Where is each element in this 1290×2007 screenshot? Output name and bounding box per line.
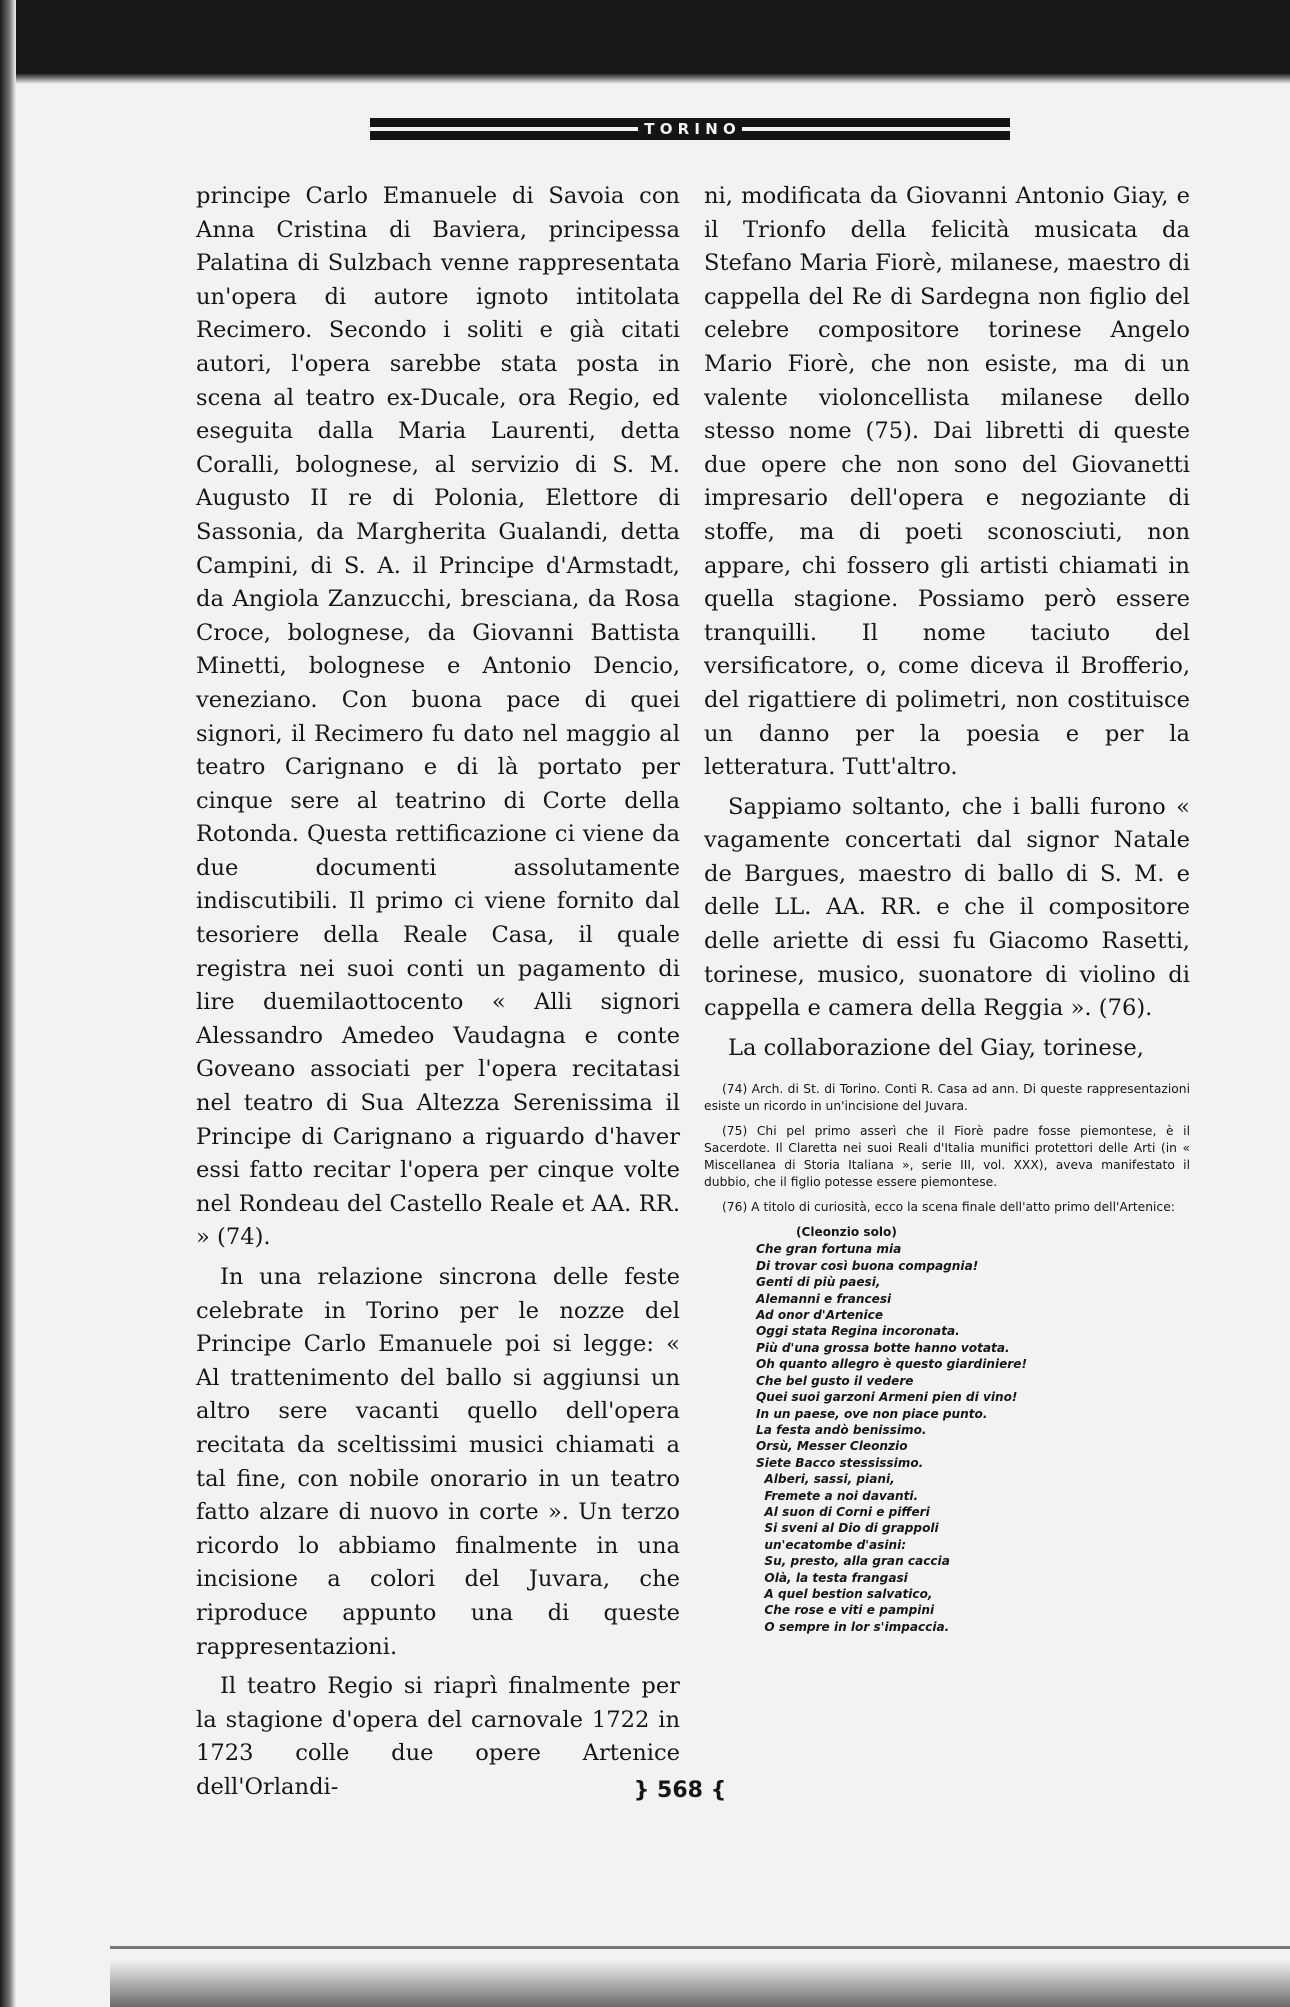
- scan-border-bottom: [110, 1960, 1290, 2007]
- right-column: [704, 180, 1190, 1635]
- verse-heading: (Cleonzio solo): [796, 1225, 897, 1240]
- scan-border-left: [0, 0, 16, 2007]
- scan-shadow-top: [0, 74, 1290, 84]
- footnote-74: (74) Arch. di St. di Torino. Conti R. Casa ad ann. Di queste rappresentazioni esiste un ricordo in un'incisione del Juvara.: [704, 1082, 1190, 1114]
- left-paragraph-3: Il teatro Regio si riaprì finalmente per la stagione d'opera del carnovale 1722 in 1723 colle due opere Artenice dell'Orlandi-: [196, 1673, 680, 1800]
- header-title: [370, 118, 1010, 140]
- scan-border-top: [0, 0, 1290, 74]
- left-paragraph-1: principe Carlo Emanuele di Savoia con Anna Cristina di Baviera, principessa Palatina di Sulzbach venne rappresentata un'opera di autore ignoto intitolata Recimero. Secondo i soliti e già citati autori, l'opera sarebbe stata posta in scena al teatro ex-Ducale, ora Regio, ed eseguita dalla Maria Laurenti, detta Coralli, bolognese, al servizio di S. M. Augusto II re di Polonia, Elettore di Sassonia, da Margherita Gualandi, detta Campini, di S. A. il Principe d'Armstadt, da Angiola Zanzucchi, bresciana, da Rosa Croce, bolognese, da Giovanni Battista Minetti, bolognese e Antonio Dencio, veneziano. Con buona pace di quei signori, il Recimero fu dato nel maggio al teatro Carignano e di là portato per cinque sere al teatrino di Corte della Rotonda. Questa rettificazione ci viene da due documenti assolutamente indiscutibili. Il primo ci viene fornito dal tesoriere della Reale Casa, il quale registra nei suoi conti un pagamento di lire duemilaottocento « Alli signori Alessandro Amedeo Vaudagna e conte Goveano associati per l'opera recitatasi nel teatro di Sua Altezza Serenissima il Principe di Carignano a riguardo d'haver essi fatto recitar l'opera per cinque volte nel Rondeau del Castello Reale et AA. RR. » (74).: [196, 183, 680, 1251]
- right-paragraph-1: ni, modificata da Giovanni Antonio Giay, e il Trionfo della felicità musicata da Stefano Maria Fiorè, milanese, maestro di cappella del Re di Sardegna non figlio del celebre compositore torinese Angelo Mario Fiorè, che non esiste, ma di un valente violoncellista milanese dello stesso nome (75). Dai libretti di queste due opere che non sono del Giovanetti impresario dell'opera e negoziante di stoffe, ma di poeti sconosciuti, non appare, chi fossero gli artisti chiamati in quella stagione. Possiamo però essere tranquilli. Il nome taciuto del versificatore, o, come diceva il Brofferio, del rigattiere di polimetri, non costituisce un danno per la poesia e per la letteratura. Tutt'altro.: [704, 183, 1190, 781]
- footnotes: [704, 1081, 1190, 1635]
- right-paragraph-3: La collaborazione del Giay, torinese,: [728, 1034, 1144, 1061]
- footnote-75: (75) Chi pel primo asserì che il Fiorè padre fosse piemontese, è il Sacerdote. Il Claretta nei suoi Reali d'Italia munifici protettori delle Arti (in « Miscellanea di Storia Italiana », serie III, vol. XXX), aveva manifestato il dubbio, che il figlio potesse essere piemontese.: [704, 1124, 1190, 1190]
- scan-rule-bottom: [110, 1946, 1290, 1949]
- running-header: [370, 118, 1010, 140]
- footnote-76: (76) A titolo di curiosità, ecco la scena finale dell'atto primo dell'Artenice:: [722, 1200, 1175, 1215]
- right-paragraph-2: Sappiamo soltanto, che i balli furono « vagamente concertati dal signor Natale de Bargues, maestro di ballo di S. M. e delle LL. AA. RR. e che il compositore delle ariette di essi fu Giacomo Rasetti, torinese, musico, suonatore di violino di cappella e camera della Reggia ». (76).: [704, 793, 1190, 1022]
- left-column: [196, 180, 680, 1805]
- page-number: } 568 {: [633, 1778, 727, 1803]
- verse-block: Che gran fortuna mia Di trovar così buona compagnia! Genti di più paesi, Alemanni e francesi Ad onor d'Artenice Oggi stata Regina incoronata. Più d'una grossa botte hanno votata. Oh quanto allegro è questo giardiniere! Che bel gusto il vedere Quei suoi garzoni Armeni pien di vino! In un paese, ove non piace punto. La festa andò benissimo. Orsù, Messer Cleonzio Siete Bacco stessissimo. Alberi, sassi, piani, Fremete a noi davanti. Al suon di Corni e pifferi Si sveni al Dio di grappoli un'ecatombe d'asini: Su, presto, alla gran caccia Olà, la testa frangasi A quel bestion salvatico, Che rose e viti e pampini O sempre in lor s'impaccia.: [756, 1242, 1027, 1634]
- header-title-text: T O R I N O: [638, 118, 742, 140]
- left-paragraph-2: In una relazione sincrona delle feste celebrate in Torino per le nozze del Principe Carlo Emanuele poi si legge: « Al trattenimento del ballo si aggiunsi un altro sere vacanti quello dell'opera recitata da sceltissimi musici chiamati a tal fine, con nobile onorario in un teatro fatto alzare di nuovo in corte ». Un terzo ricordo lo abbiamo finalmente in una incisione a colori del Juvara, che riproduce appunto una di queste rappresentazioni.: [196, 1264, 680, 1660]
